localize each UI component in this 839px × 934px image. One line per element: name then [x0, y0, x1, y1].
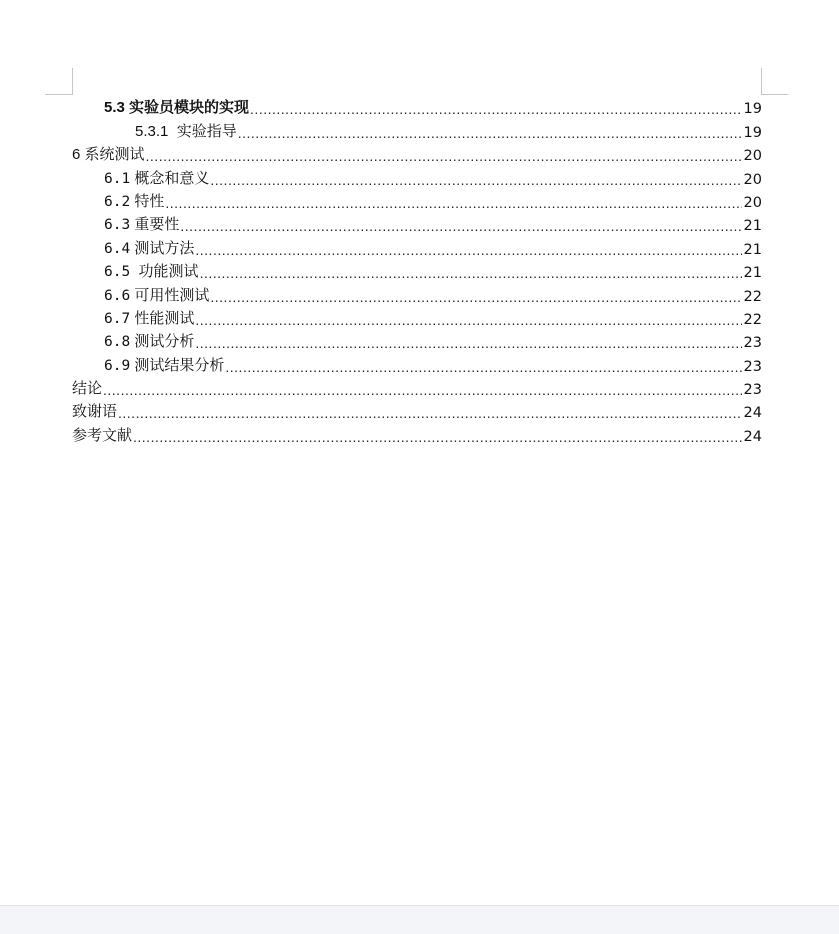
toc-title: 测试分析: [134, 333, 195, 351]
toc-entry[interactable]: [72, 328, 762, 351]
toc-entry[interactable]: [72, 234, 762, 257]
toc-entry[interactable]: [72, 281, 762, 304]
dot-leader: [146, 146, 742, 164]
toc-number: 6.9: [104, 357, 131, 374]
toc-entry[interactable]: [72, 94, 762, 117]
toc-page-number: 19: [743, 101, 762, 118]
toc-page-number: 20: [743, 194, 762, 211]
toc-entry[interactable]: [72, 117, 762, 140]
dot-leader: [165, 193, 741, 211]
toc-title: 测试方法: [134, 239, 195, 257]
toc-number: 5.3: [104, 99, 125, 117]
toc-title: 实验指导: [176, 122, 237, 140]
dot-leader: [195, 310, 741, 328]
toc-page-number: 20: [743, 171, 762, 188]
toc-page-number: 21: [743, 265, 762, 282]
toc-page-number: 22: [743, 288, 762, 305]
toc-page-number: 24: [743, 428, 762, 445]
toc-page-number: 23: [743, 358, 762, 375]
dot-leader: [118, 403, 742, 421]
dot-leader: [103, 380, 742, 398]
toc-number: 6.5: [104, 264, 131, 281]
toc-title: 性能测试: [134, 309, 195, 327]
dot-leader: [195, 240, 741, 258]
margin-corner-top-right: [761, 68, 762, 69]
dot-leader: [133, 427, 742, 445]
dot-leader: [238, 123, 742, 141]
toc-title: 致谢语: [72, 403, 118, 421]
toc-number: 6.2: [104, 193, 131, 210]
toc-number: 6.6: [104, 287, 131, 304]
toc-title: 可用性测试: [134, 286, 210, 304]
toc-page-number: 24: [743, 405, 762, 422]
table-of-contents: [72, 94, 762, 445]
toc-title: 重要性: [134, 216, 180, 234]
toc-title: 概念和意义: [134, 169, 210, 187]
margin-corner-top-left: [72, 68, 73, 69]
toc-number: 6.8: [104, 334, 131, 351]
toc-page-number: 21: [743, 218, 762, 235]
toc-entry[interactable]: [72, 188, 762, 211]
toc-entry[interactable]: [72, 375, 762, 398]
toc-entry[interactable]: [72, 421, 762, 444]
toc-entry[interactable]: [72, 258, 762, 281]
toc-number: 6.4: [104, 240, 131, 257]
toc-title: 特性: [134, 192, 165, 210]
dot-leader: [225, 357, 741, 375]
dot-leader: [210, 170, 741, 188]
toc-title: 系统测试: [84, 146, 145, 164]
dot-leader: [210, 287, 741, 305]
toc-entry[interactable]: [72, 164, 762, 187]
toc-page-number: 20: [743, 148, 762, 165]
dot-leader: [200, 263, 742, 281]
toc-number: 6.1: [104, 170, 131, 187]
toc-entry[interactable]: [72, 211, 762, 234]
toc-title: 参考文献: [72, 426, 133, 444]
toc-page-number: 23: [743, 382, 762, 399]
toc-page-number: 19: [743, 124, 762, 141]
toc-number: 6: [72, 146, 81, 164]
toc-number: 5.3.1: [135, 122, 169, 140]
dot-leader: [180, 216, 741, 234]
toc-page-number: 22: [743, 311, 762, 328]
dot-leader: [195, 333, 741, 351]
toc-title: 实验员模块的实现: [129, 99, 250, 117]
toc-title: 结论: [72, 380, 103, 398]
toc-entry[interactable]: [72, 141, 762, 164]
toc-entry[interactable]: [72, 305, 762, 328]
status-bar-area: [0, 905, 839, 934]
toc-entry[interactable]: [72, 351, 762, 374]
toc-title: 功能测试: [138, 263, 199, 281]
toc-title: 测试结果分析: [134, 356, 225, 374]
toc-number: 6.3: [104, 217, 131, 234]
toc-entry[interactable]: [72, 398, 762, 421]
toc-page-number: 21: [743, 241, 762, 258]
toc-page-number: 23: [743, 335, 762, 352]
dot-leader: [250, 99, 742, 117]
toc-number: 6.7: [104, 310, 131, 327]
